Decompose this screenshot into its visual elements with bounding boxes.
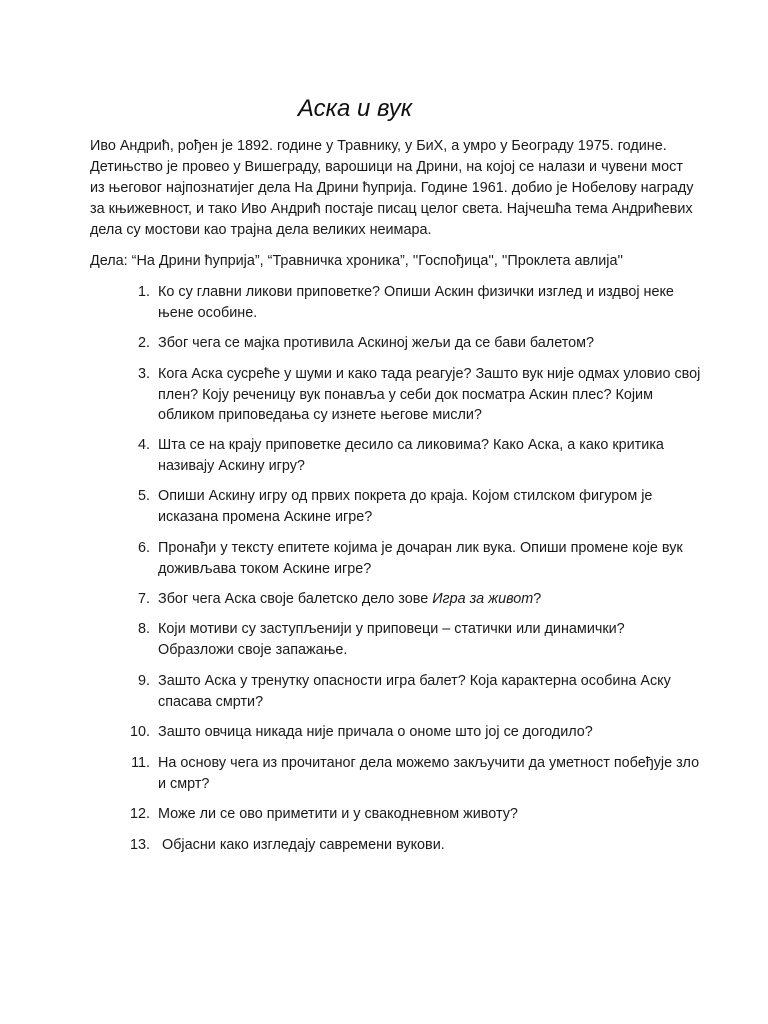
question-text [158,282,698,323]
question-line: исказана промена Аскине игре? [158,508,373,525]
question-text [158,589,698,610]
question-line: Образложи своје запажање. [158,641,348,658]
question-text [158,486,698,527]
question-number: 2. [137,335,150,351]
question-line: Кога Аска сусреће у шуми и како тада реагује? Зашто вук није одмах уловио свој [158,366,701,382]
question-line: Због чега се мајка противила Аскиној жељи да се бави балетом? [158,335,595,351]
intro-line: Детињство је провео у Вишеграду, варошици на Дрини, на којој се налази и чувени мост [90,159,683,175]
intro-paragraph [90,136,694,241]
question-number: 5. [137,488,150,504]
intro-line: Иво Андрић, рођен је 1892. године у Травнику, у БиХ, а умро у Београду 1975. године. [90,138,667,154]
question-number: 12. [129,806,150,822]
question-line: спасава смрти? [158,693,264,710]
question-number: 8. [137,621,150,637]
question-line: називају Аскину игру? [158,457,305,474]
question-text [158,671,698,712]
question-text-part: Због чега Аска своје балетско дело зове [158,591,433,607]
question-number: 11. [131,755,150,771]
question-text [158,435,698,476]
question-emphasis: Игра за живот [432,591,534,607]
question-line: На основу чега из прочитаног дела можемо закључити да уметност побеђује зло [158,755,700,771]
document-title: Аска и вук [297,95,413,122]
question-line: Зашто Аска у тренутку опасности игра балет? Која карактерна особина Аску [158,673,671,689]
question-number: 9. [137,673,150,689]
works-list: Дела: “На Дрини ћуприја”, “Травничка хроника”, ''Госпођица'', ''Проклета авлија'' [90,253,623,269]
intro-line: из његовог најпознатијег дела На Дрини ћуприја. Године 1961. добио је Нобелову награду [90,180,694,196]
question-text [158,619,698,660]
question-text [158,753,698,794]
question-line: обликом приповедања су изнете његове мисли? [158,407,482,423]
question-line: плен? Коју реченицу вук понавља у себи док посматра Аскин плес? Којим [158,386,653,403]
question-number: 6. [137,540,150,556]
question-line: Ко су главни ликови приповетке? Опиши Аскин физички изглед и издвој неке [158,284,674,300]
question-text [158,722,698,743]
question-text-part: ? [533,591,542,607]
question-number: 1. [137,284,150,300]
question-number: 10. [129,724,150,740]
question-number: 3. [137,366,150,382]
question-line: Опиши Аскину игру од првих покрета до краја. Којом стилском фигуром је [158,488,653,504]
question-line: Пронађи у тексту епитете којима је дочаран лик вука. Опиши промене које вук [158,540,683,556]
question-number: 4. [137,437,150,453]
question-number: 13. [129,837,150,853]
question-line: Објасни како изгледају савремени вукови. [158,837,445,853]
question-text [158,835,698,856]
question-line: Може ли се ово приметити и у свакодневном животу? [158,806,518,822]
question-text [158,538,698,579]
intro-line: дела су мостови као трајна дела великих неимара. [90,222,432,238]
question-text [158,804,698,825]
question-line: Зашто овчица никада није причала о ономе што јој се догодило? [158,724,593,740]
question-line: доживљава током Аскине игре? [158,560,372,577]
question-line: Шта се на крају приповетке десило са ликовима? Како Аска, а како критика [158,437,664,453]
question-line [158,589,698,610]
question-line: њене особине. [158,304,258,321]
question-number: 7. [137,591,150,607]
question-line: Који мотиви су заступљенији у приповеци – статички или динамички? [158,621,625,637]
question-text [158,364,701,426]
intro-line: за књижевност, и тако Иво Андрић постаје писац целог света. Најчешћа тема Андрићевих [90,201,693,217]
question-line: и смрт? [158,775,210,792]
question-text [158,333,698,354]
